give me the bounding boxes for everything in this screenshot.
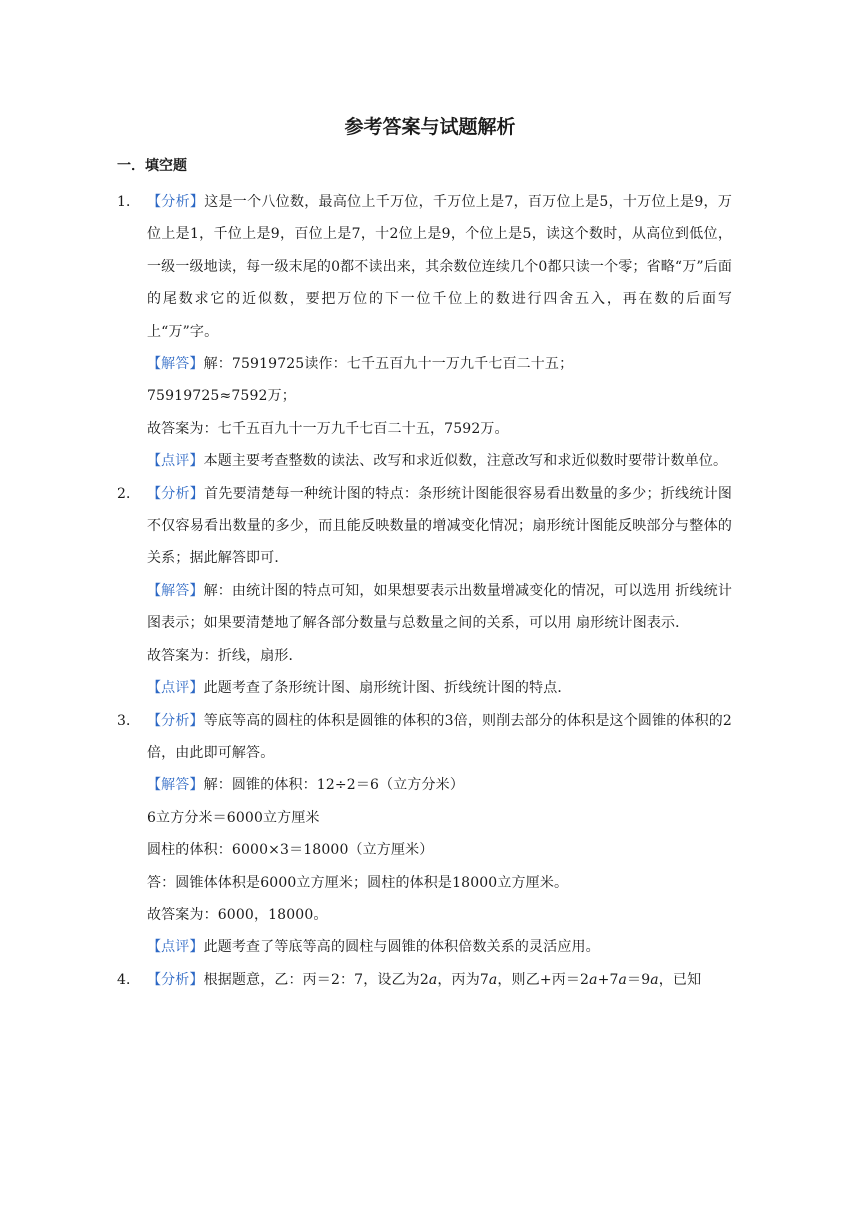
- comment-text: 此题考查了条形统计图、扇形统计图、折线统计图的特点．: [203, 680, 572, 697]
- solution-item-4: [117, 964, 732, 996]
- comment-paragraph: [147, 672, 732, 704]
- comment-text: 此题考查了等底等高的圆柱与圆锥的体积倍数关系的灵活应用。: [203, 939, 600, 956]
- analysis-text: 首先要清楚每一种统计图的特点：条形统计图能很容易看出数量的多少；折线统计图不仅容易看出数量的多少，而且能反映数量的增减变化情况；扇形统计图能反映部分与整体的关系；据此解答即可．: [147, 485, 732, 567]
- analysis-tag: 【分析】: [147, 971, 204, 988]
- final-answer: 故答案为：七千五百九十一万九千七百二十五，7592万。: [147, 420, 509, 437]
- solution-item-2: [117, 478, 732, 705]
- comment-tag: 【点评】: [147, 939, 204, 956]
- analysis-tag: 【分析】: [147, 194, 205, 210]
- solution-item-3: [117, 705, 732, 964]
- item-number: 4．: [117, 971, 141, 988]
- analysis-text: ＝9: [627, 971, 651, 988]
- analysis-text: 根据题意，乙：丙＝2：7，设乙为2: [203, 971, 429, 988]
- answer-text: 解：75919725读作：七千五百九十一万九千七百二十五；: [203, 356, 574, 373]
- analysis-text: 这是一个八位数，最高位上千万位，千万位上是7，百万位上是5，十万位上是9，万位上是1，千位上是9，百位上是7，十2位上是9，个位上是5，读这个数时，从高位到低位，一级一级地读，每一级末尾的0都不读出来，其余数位连续几个0都只读一个零；省略“万”后面的尾数求它的近似数，要把万位的下一位千位上的数进行四舍五入，再在数的后面写上“万”字。: [147, 194, 732, 340]
- variable-a: a: [488, 971, 498, 988]
- answer-text: 解：由统计图的特点可知，如果想要表示出数量增减变化的情况，可以选用 折线统计图表示；如果要清楚地了解各部分数量与总数量之间的关系，可以用 扇形统计图表示．: [147, 582, 732, 632]
- answer-tag: 【解答】: [147, 582, 204, 599]
- answer-line: 6立方分米＝6000立方厘米: [147, 809, 320, 826]
- comment-paragraph: [147, 445, 732, 477]
- comment-tag: 【点评】: [147, 453, 204, 470]
- answer-tag: 【解答】: [147, 356, 204, 373]
- answer-paragraph: [147, 575, 732, 640]
- comment-paragraph: [147, 931, 732, 963]
- answer-line: 圆柱的体积：6000×3＝18000（立方厘米）: [147, 842, 434, 859]
- analysis-paragraph: [147, 964, 732, 996]
- analysis-text: ，丙为7: [437, 971, 489, 988]
- analysis-text: +7: [597, 971, 619, 988]
- answer-line: 答：圆锥体体积是6000立方厘米；圆柱的体积是18000立方厘米。: [147, 874, 569, 891]
- answer-text: 解：圆锥的体积：12÷2＝6（立方分米）: [203, 777, 464, 794]
- variable-a: a: [650, 971, 659, 988]
- analysis-tag: 【分析】: [147, 712, 204, 729]
- analysis-paragraph: [147, 478, 732, 575]
- analysis-text: ，已知: [658, 971, 702, 988]
- comment-tag: 【点评】: [147, 680, 204, 697]
- answer-line: 75919725≈7592万；: [147, 388, 296, 405]
- variable-a: a: [428, 971, 438, 988]
- page-title: 参考答案与试题解析: [344, 116, 516, 138]
- answer-paragraph: [147, 348, 732, 380]
- solution-item-1: [117, 186, 732, 478]
- analysis-paragraph: [147, 705, 732, 770]
- variable-a: a: [589, 971, 598, 988]
- final-answer: 故答案为：6000，18000。: [147, 906, 328, 923]
- variable-a: a: [618, 971, 628, 988]
- answer-paragraph: [147, 769, 732, 801]
- item-number: 1．: [117, 194, 141, 210]
- solutions-body: [117, 186, 732, 996]
- analysis-tag: 【分析】: [147, 485, 205, 502]
- analysis-paragraph: [147, 186, 732, 348]
- item-number: 2．: [117, 485, 141, 502]
- section-heading: 一．填空题: [117, 158, 187, 174]
- comment-text: 本题主要考查整数的读法、改写和求近似数，注意改写和求近似数时要带计数单位。: [203, 453, 728, 470]
- analysis-text: 等底等高的圆柱的体积是圆锥的体积的3倍，则削去部分的体积是这个圆锥的体积的2倍，由此即可解答。: [147, 712, 732, 761]
- final-answer: 故答案为：折线，扇形．: [147, 647, 303, 664]
- answer-tag: 【解答】: [147, 777, 204, 794]
- item-number: 3．: [117, 712, 141, 729]
- analysis-text: ，则乙+丙＝2: [497, 971, 590, 988]
